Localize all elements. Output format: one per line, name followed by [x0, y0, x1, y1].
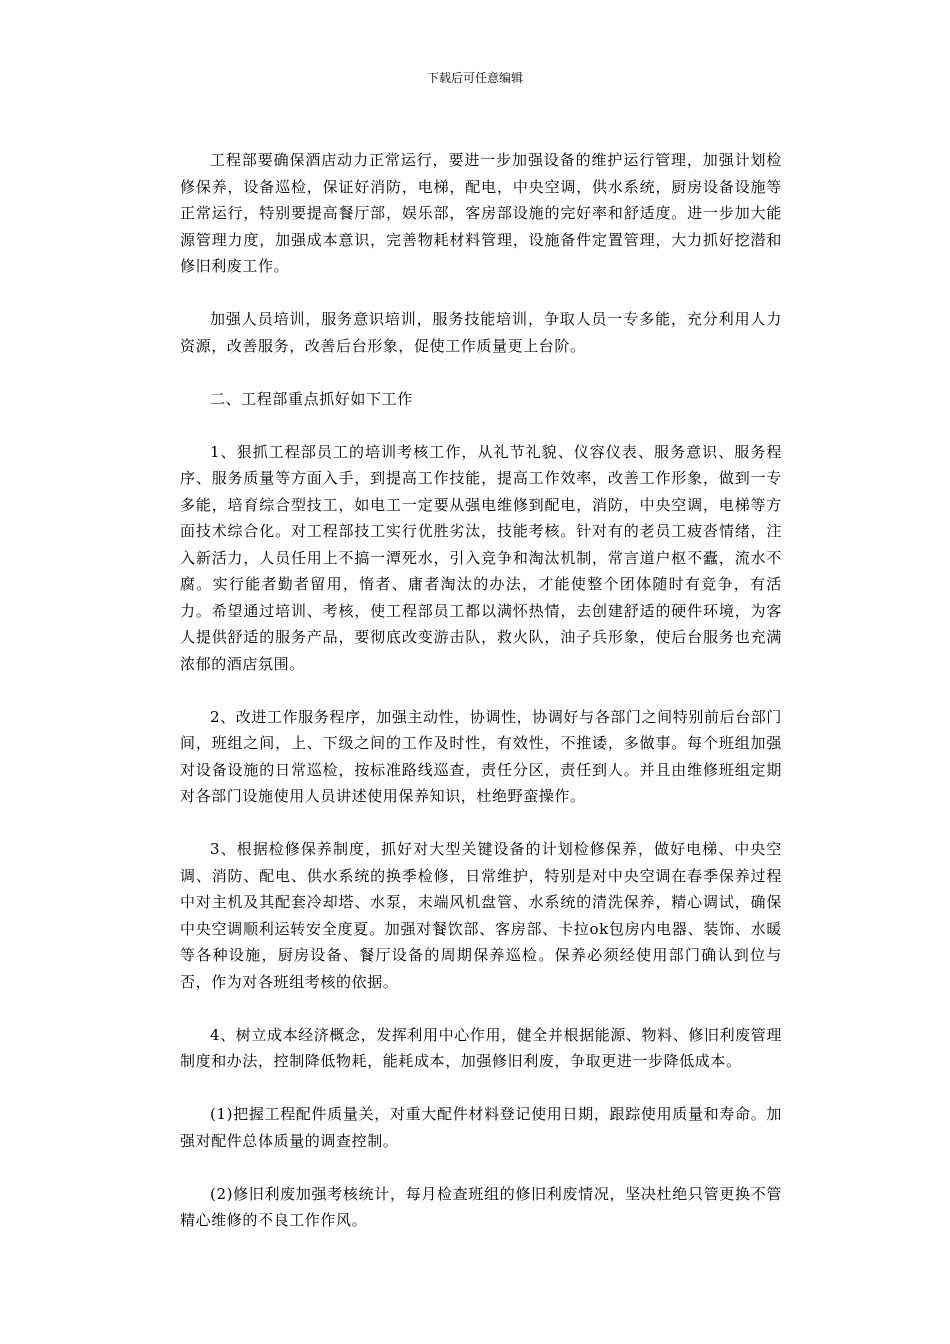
paragraph-subitem-1: (1)把握工程配件质量关，对重大配件材料登记使用日期，跟踪使用质量和寿命。加强对配件总体质量的调查控制。: [180, 1105, 782, 1150]
paragraph-item-4: 4、树立成本经济概念，发挥利用中心作用，健全并根据能源、物料、修旧利废管理制度和办法，控制降低物耗，能耗成本，加强修旧利废，争取更进一步降低成本。: [180, 1025, 782, 1070]
section-heading: 二、工程部重点抓好如下工作: [210, 389, 413, 408]
paragraph-subitem-2: (2)修旧利废加强考核统计，每月检查班组的修旧利废情况，坚决杜绝只管更换不管精心维修的不良工作作风。: [180, 1184, 782, 1229]
document-body: [180, 147, 782, 1260]
page-header: 下载后可任意编辑: [426, 71, 523, 85]
paragraph-item-1: 1、狠抓工程部员工的培训考核工作，从礼节礼貌、仪容仪表、服务意识、服务程序、服务质量等方面入手，到提高工作技能，提高工作效率，改善工作形象，做到一专多能，培育综合型技工，如电工一定要从强电维修到配电，消防，中央空调，电梯等方面技术综合化。对工程部技工实行优胜劣汰，技能考核。针对有的老员工疲沓情绪，注入新活力，人员任用上不搞一潭死水，引入竞争和淘汰机制，常言道户枢不蠹，流水不腐。实行能者勤者留用，惰者、庸者淘汰的办法，才能使整个团体随时有竞争，有活力。希望通过培训、考核，使工程部员工都以满怀热情，去创建舒适的硬件环境，为客人提供舒适的服务产品，要彻底改变游击队，救火队，油子兵形象，使后台服务也充满浓郁的酒店氛围。: [180, 442, 782, 673]
paragraph-training: 加强人员培训，服务意识培训，服务技能培训，争取人员一专多能，充分利用人力资源，改善服务，改善后台形象，促使工作质量更上台阶。: [180, 310, 782, 355]
paragraph-item-3: 3、根据检修保养制度，抓好对大型关键设备的计划检修保养，做好电梯、中央空调、消防、配电、供水系统的换季检修，日常维护，特别是对中央空调在春季保养过程中对主机及其配套冷却塔、水泵，末端风机盘管、水系统的清洗保养，精心调试，确保中央空调顺利运转安全度夏。加强对餐饮部、客房部、卡拉ok包房内电器、装饰、水暖等各种设施，厨房设备、餐厅设备的周期保养巡检。保养必须经使用部门确认到位与否，作为对各班组考核的依据。: [180, 840, 782, 991]
paragraph-item-2: 2、改进工作服务程序，加强主动性，协调性，协调好与各部门之间特别前后台部门间，班组之间，上、下级之间的工作及时性，有效性，不推诿，多做事。每个班组加强对设备设施的日常巡检，按标准路线巡查，责任分区，责任到人。并且由维修班组定期对各部门设施使用人员讲述使用保养知识，杜绝野蛮操作。: [180, 707, 782, 805]
paragraph-intro: 工程部要确保酒店动力正常运行，要进一步加强设备的维护运行管理，加强计划检修保养，设备巡检，保证好消防，电梯，配电，中央空调，供水系统，厨房设备设施等正常运行，特别要提高餐厅部，娱乐部，客房部设施的完好率和舒适度。进一步加大能源管理力度，加强成本意识，完善物耗材料管理，设施备件定置管理，大力抓好挖潜和修旧利废工作。: [180, 151, 782, 275]
